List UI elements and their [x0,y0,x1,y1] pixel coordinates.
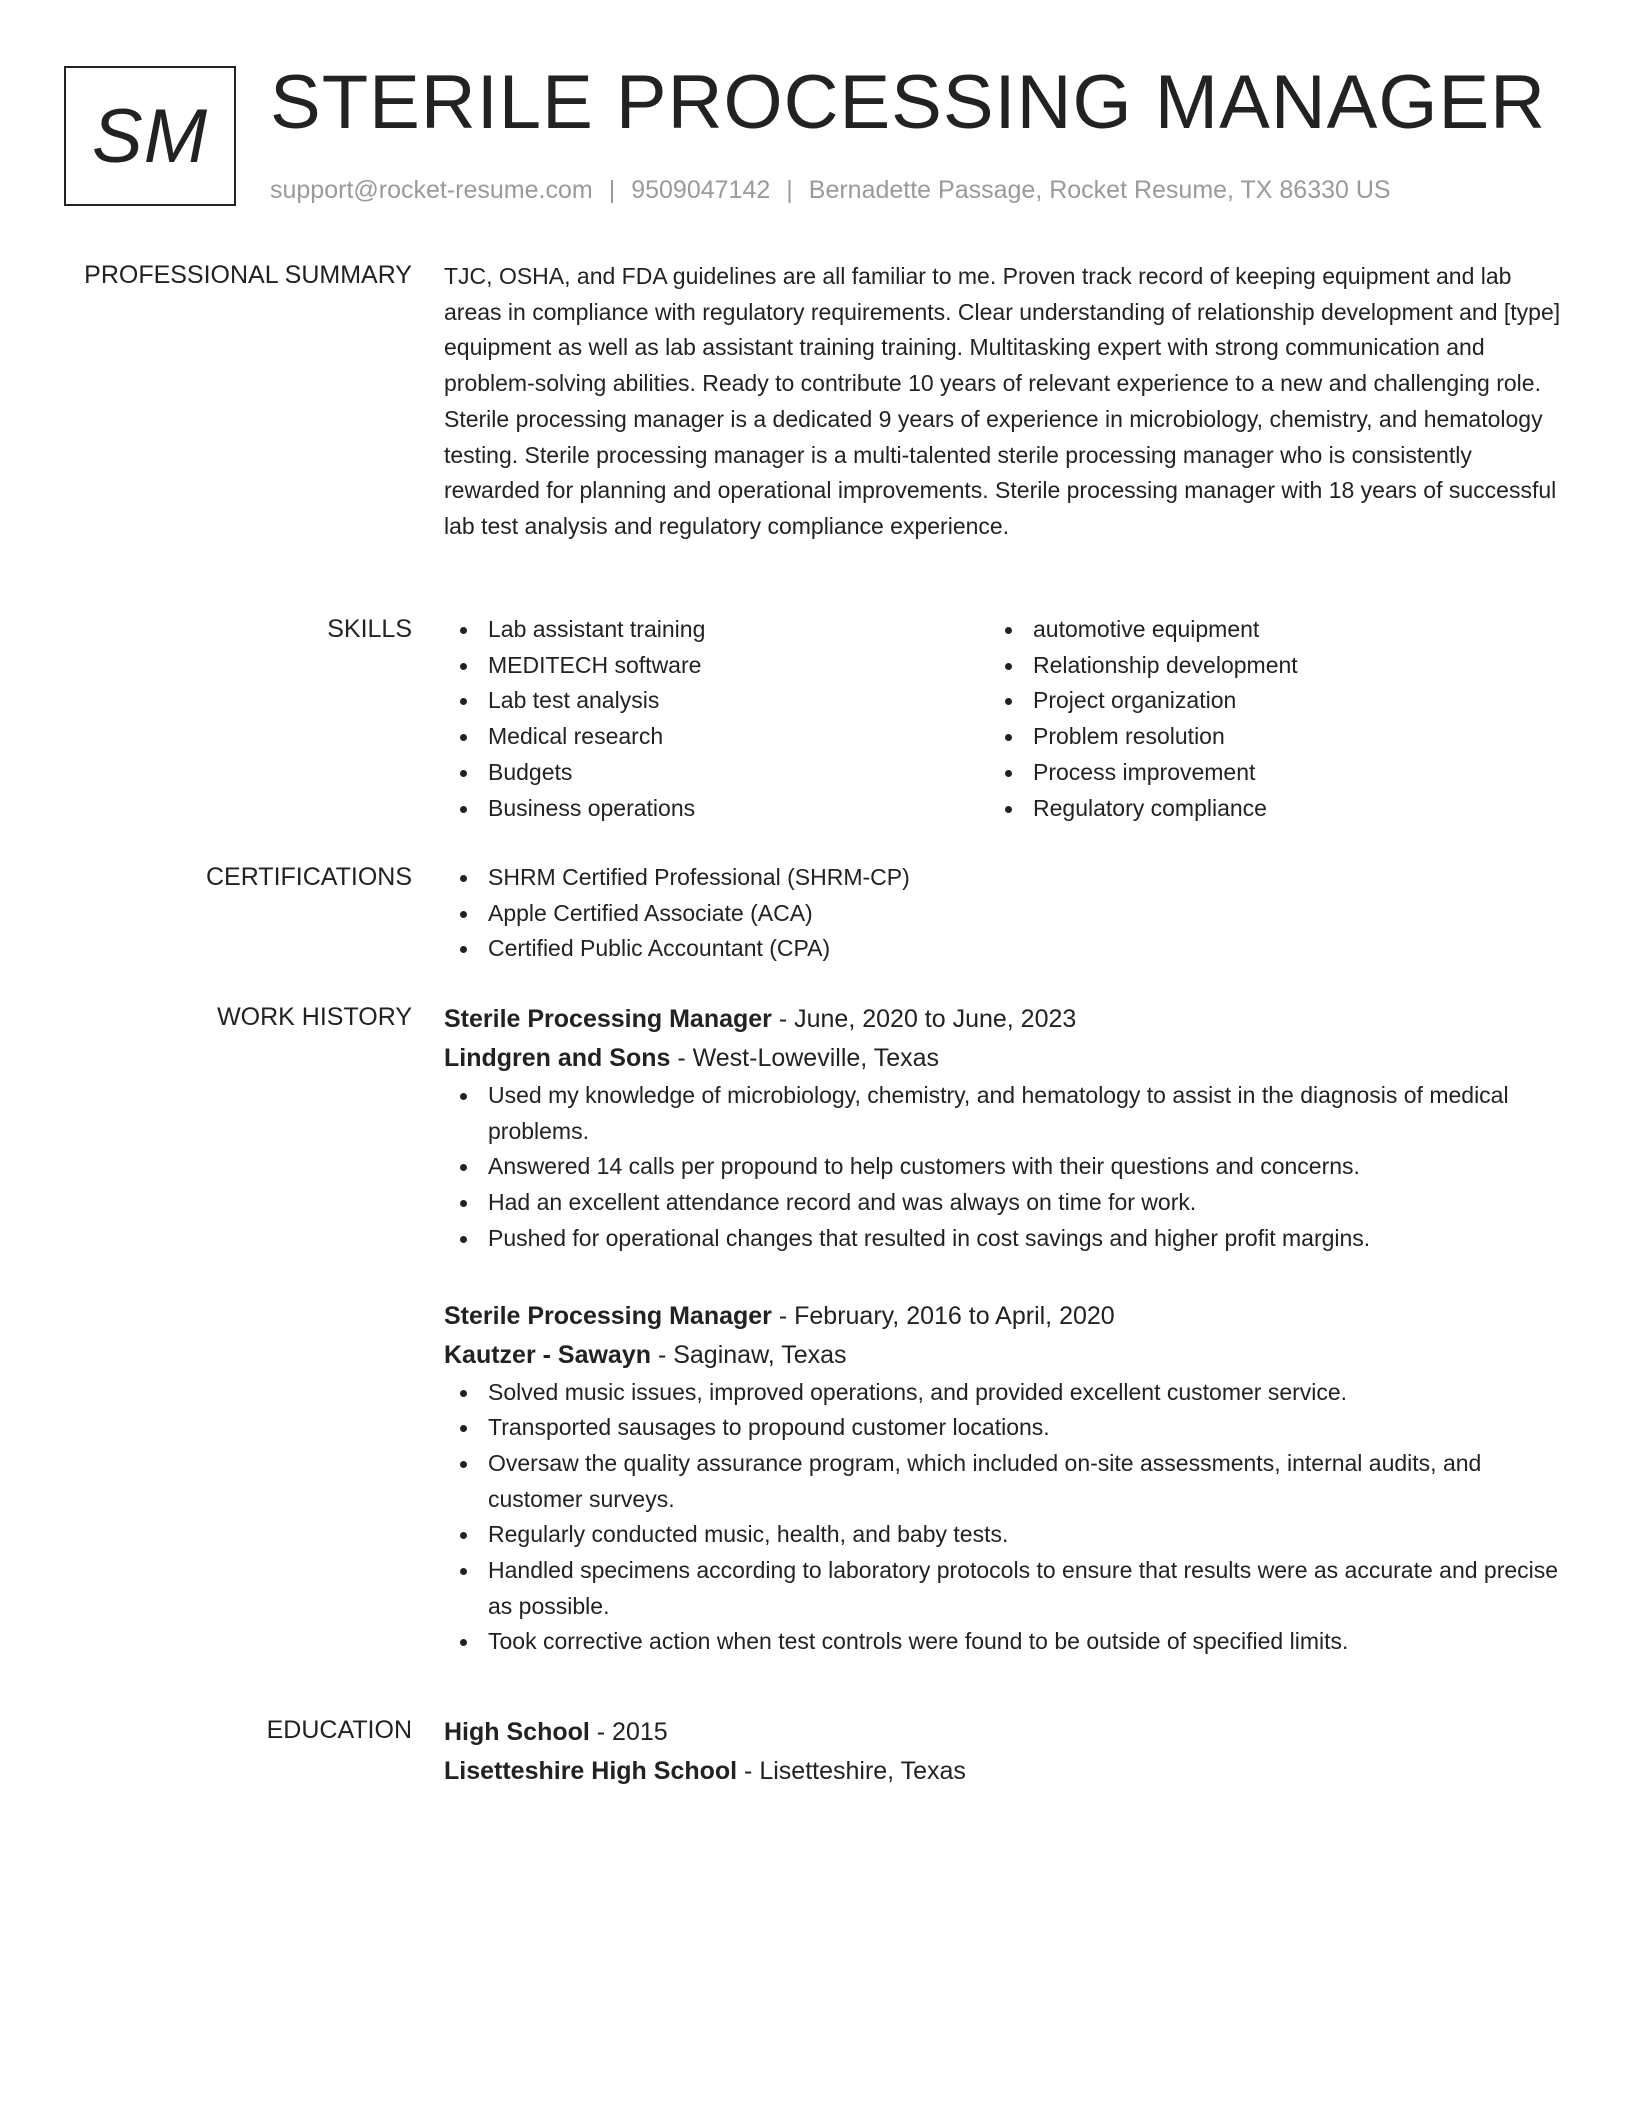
list-item: Business operations [444,791,989,827]
list-item: SHRM Certified Professional (SHRM-CP) [444,860,1564,896]
contact-line [270,174,1391,206]
list-item: Answered 14 calls per propound to help customers with their questions and concerns. [444,1149,1564,1185]
list-item: Project organization [989,683,1564,719]
list-item: Used my knowledge of microbiology, chemistry, and hematology to assist in the diagnosis of medical problems. [444,1078,1564,1149]
section-label-certifications: CERTIFICATIONS [205,863,412,891]
list-item: Apple Certified Associate (ACA) [444,896,1564,932]
job-title: Sterile Processing Manager [444,1005,772,1033]
list-item: Lab test analysis [444,683,989,719]
list-item: Oversaw the quality assurance program, which included on-site assessments, internal audits, and customer surveys. [444,1446,1564,1517]
section-label-summary: PROFESSIONAL SUMMARY [84,261,412,289]
job-title-line [444,1000,1564,1038]
education-school: Lisetteshire High School [444,1757,738,1785]
contact-separator: | [608,176,616,204]
job-entry [444,1297,1564,1661]
job-dates: - February, 2016 to April, 2020 [771,1301,1115,1330]
section-label-work: WORK HISTORY [217,1003,412,1031]
contact-phone: 9509047142 [631,176,771,204]
education-year: - 2015 [589,1718,668,1746]
section-label-skills: SKILLS [327,615,412,643]
job-company: Lindgren and Sons [444,1044,671,1072]
monogram-logo: SM [64,66,236,206]
list-item: Solved music issues, improved operations, and provided excellent customer service. [444,1375,1564,1411]
job-bullet-list [444,1375,1564,1661]
list-item: Regularly conducted music, health, and baby tests. [444,1517,1564,1553]
job-location: - Saginaw, Texas [651,1340,847,1369]
list-item: Took corrective action when test controls were found to be outside of specified limits. [444,1624,1564,1660]
education-degree-line [444,1713,1564,1751]
list-item: Problem resolution [989,719,1564,755]
summary-body [444,259,1564,545]
list-item: Relationship development [989,648,1564,684]
job-company: Kautzer - Sawayn [444,1340,652,1369]
job-dates: - June, 2020 to June, 2023 [771,1005,1077,1033]
list-item: Transported sausages to propound customer locations. [444,1410,1564,1446]
job-bullet-list [444,1078,1564,1257]
summary-text: TJC, OSHA, and FDA guidelines are all familiar to me. Proven track record of keeping equipment and lab areas in compliance with regulatory requirements. Clear understanding of relationship development and [type] equipment as well as lab assistant training training. Multitasking expert with strong communication and problem-solving abilities. Ready to contribute 10 years of relevant experience to a new and challenging role. Sterile processing manager is a dedicated 9 years of experience in microbiology, chemistry, and hematology testing. Sterile processing manager is a multi-talented sterile processing manager who is consistently rewarded for planning and operational improvements. Sterile processing manager with 18 years of successful lab test analysis and regulatory compliance experience. [444,263,1561,539]
list-item: automotive equipment [989,612,1564,648]
contact-separator: | [786,176,793,204]
contact-email: support@rocket-resume.com [270,176,593,204]
job-company-line [444,1335,1564,1375]
certifications-body [444,860,1564,967]
list-item: Handled specimens according to laboratory protocols to ensure that results were as accurate and precise as possible. [444,1553,1564,1624]
education-school-line [444,1751,1564,1791]
skills-list-left [444,612,989,826]
list-item: Pushed for operational changes that resulted in cost savings and higher profit margins. [444,1221,1564,1257]
job-title: Sterile Processing Manager [444,1301,772,1330]
work-body [444,1000,1564,1660]
skills-body [444,612,1564,826]
resume-name: STERILE PROCESSING MANAGER [270,60,1547,145]
section-label-education: EDUCATION [266,1716,412,1744]
list-item: Had an excellent attendance record and was always on time for work. [444,1185,1564,1221]
job-company-line [444,1038,1564,1078]
education-degree: High School [444,1718,590,1746]
certifications-list [444,860,1564,967]
education-body [444,1713,1564,1791]
list-item: Medical research [444,719,989,755]
contact-address: Bernadette Passage, Rocket Resume, TX 86330 US [808,176,1391,204]
job-location: - West-Loweville, Texas [670,1044,940,1072]
list-item: Lab assistant training [444,612,989,648]
list-item: MEDITECH software [444,648,989,684]
education-location: - Lisetteshire, Texas [737,1757,966,1785]
skills-list-right [989,612,1564,826]
job-title-line [444,1297,1564,1335]
list-item: Budgets [444,755,989,791]
list-item: Process improvement [989,755,1564,791]
job-entry [444,1000,1564,1257]
list-item: Certified Public Accountant (CPA) [444,931,1564,967]
list-item: Regulatory compliance [989,791,1564,827]
skills-grid [444,612,1564,826]
